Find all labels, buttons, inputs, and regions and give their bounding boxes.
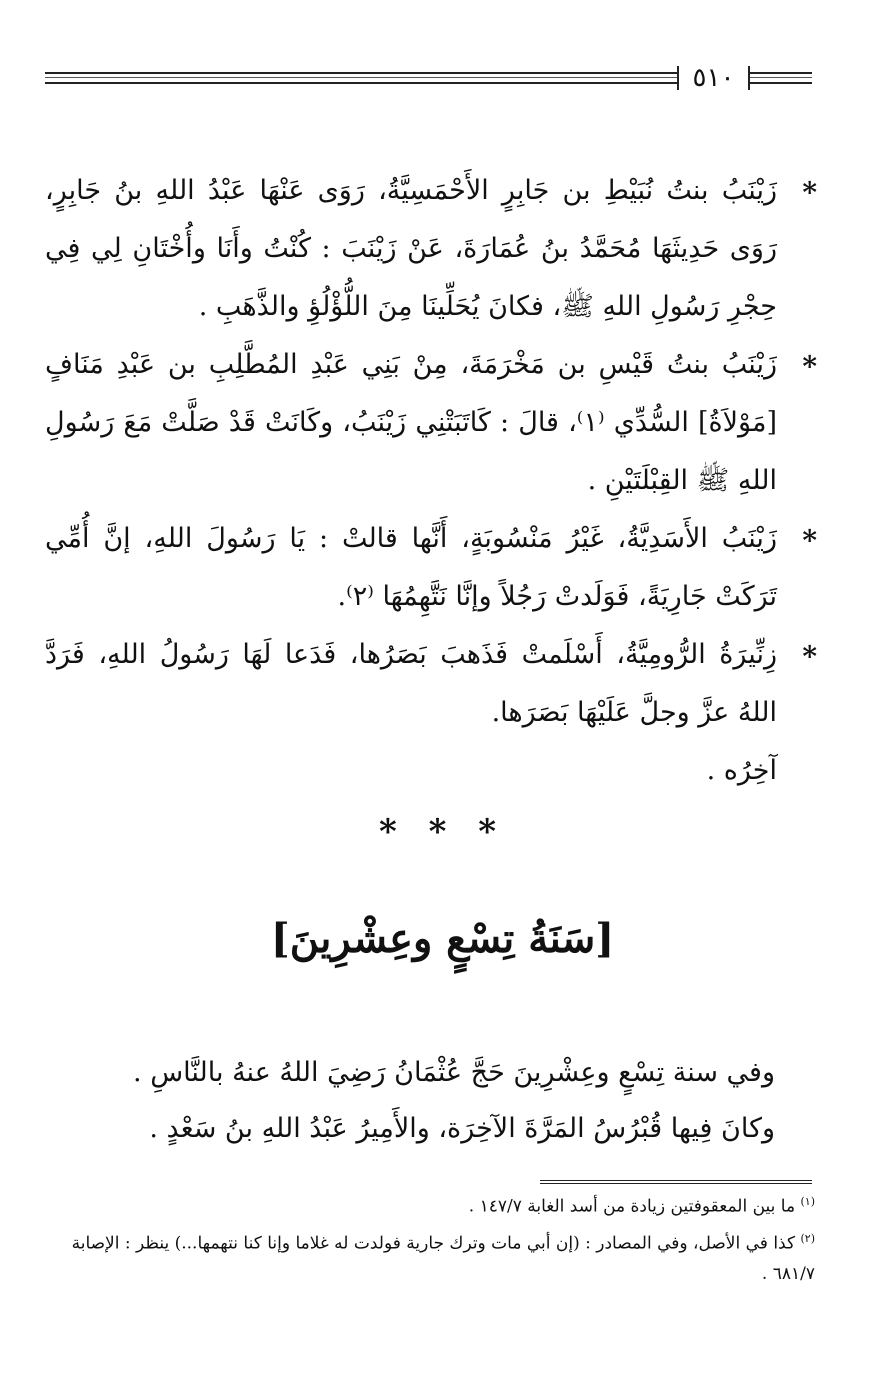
entry-text: زَيْنَبُ الأَسَدِيَّةُ، غَيْرُ مَنْسُوبَةٍ، أَنَّها قالتْ : يَا رَسُولَ اللهِ، إنَّ أُمِّي تَرَكَتْ جَارِيَةً، فَوَلَدتْ رَجُلاً وإنَّا نَتَّهِمُهَا ⁽٢⁾. <box>45 523 777 612</box>
entry-zaynab-bint-qays <box>45 336 817 510</box>
footnote-marker: (١) <box>800 1195 815 1208</box>
biography-entries <box>45 162 817 800</box>
entry-text: زَيْنَبُ بنتُ قَيْسِ بن مَخْرَمَةَ، مِنْ بَنِي عَبْدِ المُطَّلِبِ بن عَبْدِ مَنَافٍ [مَوْلاَةُ] السُّدِّي ⁽١⁾، قالَ : كَاتَبَتْنِي زَيْنَبُ، وكَانَتْ قَدْ صَلَّتْ مَعَ رَسُولِ اللهِ ﷺ القِبْلَتَيْنِ . <box>45 349 777 496</box>
header-rule-left <box>45 72 677 84</box>
footnote-marker: (٢) <box>800 1231 815 1245</box>
bullet-star-icon: * <box>802 640 817 673</box>
year-paragraph: وفي سنة تِسْعٍ وعِشْرِينَ حَجَّ عُثْمَانُ رَضِيَ اللهُ عنهُ بالنَّاسِ . <box>133 1057 775 1088</box>
footnote <box>40 1223 815 1291</box>
page-number: ٥١٠ <box>677 66 750 90</box>
footnotes <box>40 1186 815 1290</box>
entry-text: زِنِّيرَةُ الرُّومِيَّةُ، أَسْلَمتْ فَذَهبَ بَصَرُها، فَدَعا لَهَا رَسُولُ اللهِ، فَرَدَّ اللهُ عزَّ وجلَّ عَلَيْهَا بَصَرَها. <box>45 639 777 728</box>
end-of-section-text: آخِرُه . <box>706 755 777 786</box>
bullet-star-icon: * <box>802 350 817 383</box>
footnote-text: ما بين المعقوفتين زيادة من أسد الغابة ١٤٧/٧ . <box>468 1196 796 1217</box>
footnote-rule <box>540 1180 812 1184</box>
section-separator: * * * <box>378 812 506 852</box>
bullet-star-icon: * <box>802 176 817 209</box>
header-rule-right <box>750 72 812 84</box>
year-paragraph: وكانَ فِيها قُبْرُسُ المَرَّةَ الآخِرَة، والأَمِيرُ عَبْدُ اللهِ بنُ سَعْدٍ . <box>149 1113 775 1144</box>
entry-zinnira-al-rumiyya <box>45 626 817 742</box>
bullet-star-icon: * <box>802 524 817 557</box>
entry-text: زَيْنَبُ بنتُ نُبَيْطِ بن جَابِرٍ الأَحْمَسِيَّةُ، رَوَى عَنْهَا عَبْدُ اللهِ بنُ جَابِرٍ، رَوَى حَدِيثَهَا مُحَمَّدُ بنُ عُمَارَةَ، عَنْ زَيْنَبَ : كُنْتُ وأَنَا وأُخْتَانِ لِي فِي حِجْرِ رَسُولِ اللهِ ﷺ، فكانَ يُحَلِّينَا مِنَ اللُّؤْلُؤِ والذَّهَبِ . <box>45 175 777 322</box>
entry-zaynab-al-asadiyya <box>45 510 817 626</box>
year-events <box>45 1045 775 1157</box>
entry-zaynab-bint-nubayt <box>45 162 817 336</box>
section-title: [سَنَةُ تِسْعٍ وعِشْرِينَ] <box>270 915 615 962</box>
footnote <box>40 1186 815 1223</box>
footnote-text: كذا في الأصل، وفي المصادر : (إن أبي مات وترك جارية فولدت له غلاما وإنا كنا نتهمها...) ينظر : الإصابة ٦٨١/٧ . <box>71 1233 815 1285</box>
